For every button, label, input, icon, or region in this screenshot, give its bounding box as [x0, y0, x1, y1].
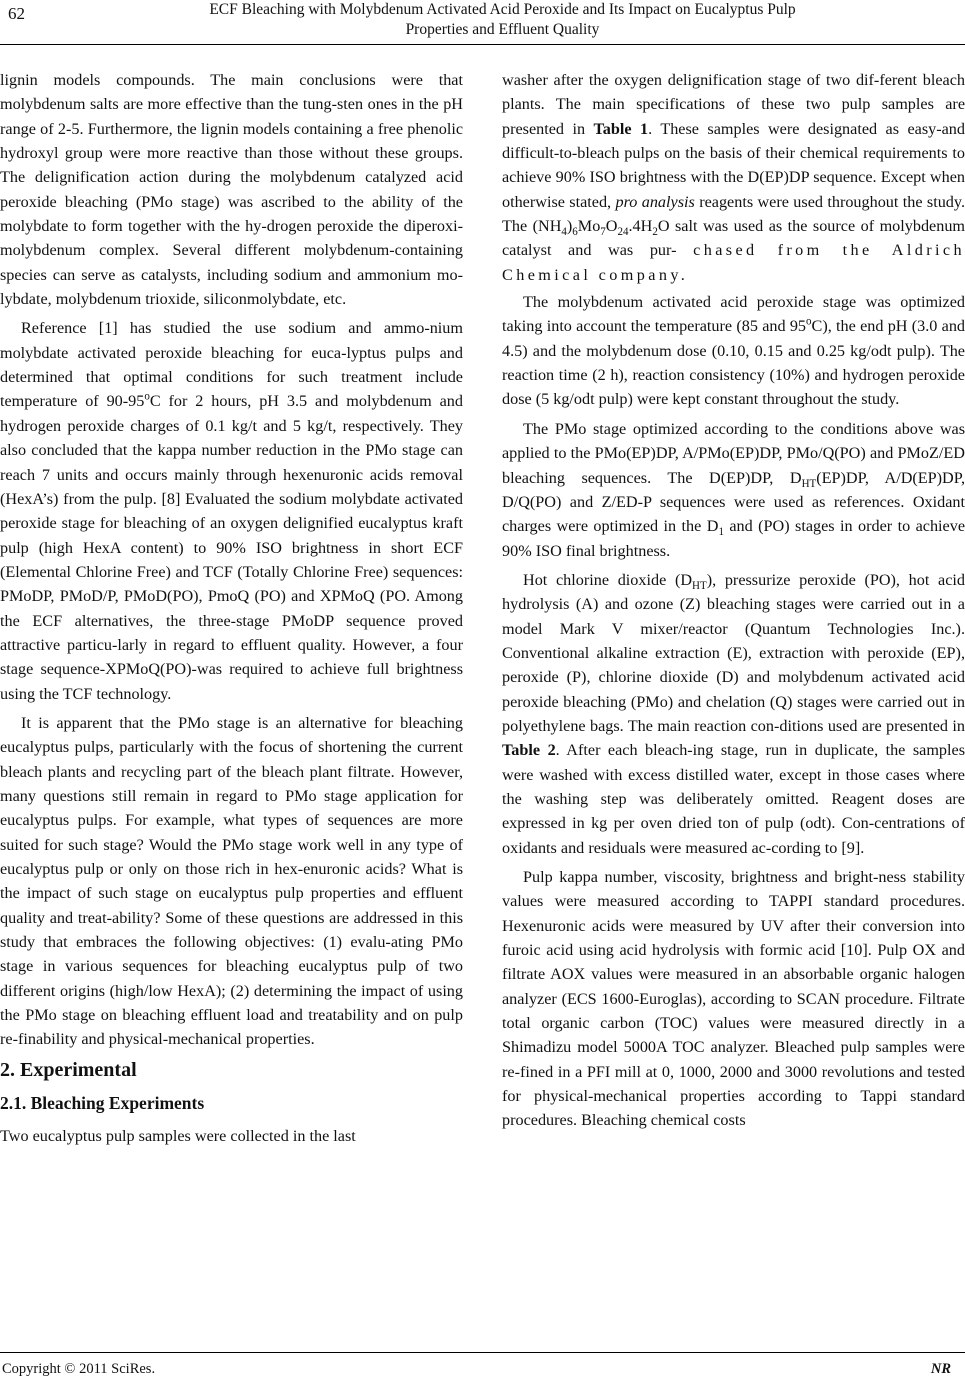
- degree-superscript: o: [806, 316, 812, 329]
- right-paragraph-3: [502, 417, 965, 563]
- table-reference: Table 2: [502, 741, 556, 760]
- text-span: (EP)DP, A/D(EP)DP, D/Q(PO) and Z/ED-P sequences were used as references. Oxidant charges were optimized in the D: [502, 468, 965, 536]
- subscript: 4: [561, 226, 567, 239]
- text-span: O salt was used as the source of molybdenum catalyst and was pur-: [502, 217, 965, 260]
- subscript: 24: [617, 226, 629, 239]
- text-span: reagents were used throughout the study. The (NH: [502, 192, 965, 236]
- text-span: Mo: [577, 217, 601, 236]
- left-paragraph-4: Two eucalyptus pulp samples were collected in the last: [0, 1126, 356, 1145]
- text-span: C), the end pH (3.0 and 4.5) and the molybdenum dose (0.10, 0.15 and 0.25 kg/odt pulp). The reaction time (2 h), reaction consistency (10%) and hydrogen peroxide dose (5 kg/odt pulp) were kept constant throughout the study.: [502, 317, 965, 409]
- text-span: . After each bleach-ing stage, run in duplicate, the samples were washed with excess distilled water, except in those cases where the washing step was deliberately omitted. Reagent doses are expressed in kg per oven dried ton of pulp (odt). Con-centrations of oxidants and residuals were measured ac-cording to [9].: [502, 741, 965, 857]
- text-span: Hot chlorine dioxide (D: [523, 570, 693, 589]
- subscript: HT: [801, 477, 817, 490]
- subscript: 1: [718, 526, 724, 539]
- text-span: C for 2 hours, pH 3.5 and molybdenum and hydrogen peroxide charges of 0.1 kg/t and 5 kg/t, respectively. They also concluded that the kappa number reduction in the PMo stage can reach 7 units and occurs mainly through hexenuronic acids removal (HexA’s) from the pulp. [8] Evaluated the sodium molybdate activated peroxide stage for bleaching of an oxygen delignified eucalyptus kraft pulp (high HexA content) to 90% ISO brightness in short ECF (Elemental Chlorine Free) and TCF (Totally Chlorine Free) sequences: PMoDP, PMoD/P, PMoD(PO), PmoQ (PO) and XPMoQ (PO. Among the ECF alternatives, the three-stage PMoDP sequence proved attractive particu-larly in regard to effluent quality. However, a four stage sequence-XPMoQ(PO)-was required to achieve full brightness using the TCF technology.: [0, 392, 463, 703]
- copyright-notice: Copyright © 2011 SciRes.: [2, 1361, 156, 1377]
- subscript: 6: [572, 226, 578, 239]
- right-paragraph-2: [502, 290, 965, 412]
- running-header-line2: Properties and Effluent Quality: [405, 21, 600, 38]
- degree-superscript: o: [144, 391, 150, 404]
- left-paragraph-2: [0, 316, 463, 706]
- text-span: chased from the Aldrich Chemical company.: [502, 241, 965, 284]
- text-span: washer after the oxygen delignification stage of two dif-ferent bleach plants. The main specifications of these two pulp samples are presented in: [502, 71, 965, 138]
- header-rule: [0, 44, 965, 45]
- text-span: ): [566, 217, 573, 236]
- right-paragraph-1: [502, 68, 965, 287]
- right-column: [502, 68, 965, 1138]
- left-column: [0, 68, 463, 1153]
- text-span: and (PO) stages in order to achieve 90% ISO final brightness.: [502, 517, 965, 560]
- left-paragraph-3: It is apparent that the PMo stage is an alternative for bleaching eucalyptus pulps, particularly with the focus of shortening the current bleach plants and recycling part of the bleach plant filtrate. However, many questions still remain in regard to PMo stage application for eucalyptus pulps. For example, what types of sequences are more suited for such stage? Would the PMo stage work well in any type of eucalyptus pulp or only on those rich in hex-enuronic acids? What is the impact of such stage on eucalyptus pulp properties and effluent quality and treat-ability? Some of these questions are addressed in this study that embraces the following objectives: (1) evalu-ating PMo stage in various sequences for bleaching eucalyptus pulp of two different origins (high/low HexA); (2) determining the impact of using the PMo stage on bleaching effluent load and treatability and on pulp re-finability and physical-mechanical properties.: [0, 713, 463, 1049]
- subscript: HT: [692, 580, 707, 593]
- running-header: [60, 0, 945, 40]
- right-paragraph-4: [502, 568, 965, 860]
- subscript: 2: [652, 226, 658, 239]
- page-number: 62: [8, 4, 25, 23]
- right-paragraph-5: Pulp kappa number, viscosity, brightness and bright-ness stability values were measured according to TAPPI standard procedures. Hexenuronic acids were measured by UV after their conversion into furoic acid using acid hydrolysis with formic acid [10]. Pulp OX and filtrate AOX values were measured in an absorbable organic halogen analyzer (ECS 1600-Euroglas), according to SCAN procedure. Filtrate total organic carbon (TOC) values were measured directly in a Shimadizu model 5000A TOC analyzer. Bleached pulp samples were re-fined in a PFI mill at 0, 1000, 2000 and 3000 revolutions and tested for physical-mechanical properties according to Tappi standard procedures. Bleaching chemical costs: [502, 868, 965, 1130]
- subscript: 7: [600, 226, 606, 239]
- footer-rule: [0, 1352, 965, 1353]
- left-paragraph-1: lignin models compounds. The main conclusions were that molybdenum salts are more effective than the tung-sten ones in the pH range of 2-5. Furthermore, the lignin models containing a free phenolic hydroxyl group were more reactive than those without these groups. The delignification action during the molybdenum catalyzed acid peroxide bleaching (PMo stage) was ascribed to the ability of the molybdate to form together with the hy-drogen peroxide the diperoxi-molybdenum complex. Several different molybdenum-containing species can serve as catalysts, including sodium and ammonium mo-lybdate, molybdenum trioxide, siliconmolybdate, etc.: [0, 71, 463, 309]
- text-span: The PMo stage optimized according to the conditions above was applied to the PMo(EP)DP, A/PMo(EP)DP, PMo/Q(PO) and PMoZ/ED bleaching sequences. The D(EP)DP, D: [502, 419, 965, 487]
- journal-abbreviation: NR: [930, 1361, 951, 1377]
- text-span: .4H: [628, 217, 653, 236]
- text-span: The molybdenum activated acid peroxide stage was optimized taking into account the temperature (85 and 95: [502, 293, 965, 336]
- section-heading: 2. Experimental: [0, 1058, 137, 1081]
- italic-term: pro analysis: [615, 192, 695, 211]
- subsection-heading: 2.1. Bleaching Experiments: [0, 1092, 205, 1113]
- text-span: Reference [1] has studied the use sodium and ammo-nium molybdate activated peroxide bleaching for euca-lyptus pulps and determined that optimal conditions for such treatment include temperature of 90-95: [0, 319, 463, 411]
- table-reference: Table 1: [593, 119, 649, 138]
- text-span: ), pressurize peroxide (PO), hot acid hydrolysis (A) and ozone (Z) bleaching stages were carried out in a model Mark V mixer/reactor (Quantum Technologies Inc.). Conventional alkaline extraction (E), extraction with peroxide (EP), peroxide (P), chlorine dioxide (D) and molybdenum activated acid peroxide bleaching (PMo) and chelation (Q) stages were carried out in polyethylene bags. The main reaction con-ditions used are presented in: [502, 570, 965, 735]
- text-span: . These samples were designated as easy-and difficult-to-bleach pulps on the basis of their chemical requirements to achieve 90% ISO brightness with the D(EP)DP sequence. Except when otherwise stated,: [502, 119, 965, 211]
- running-header-line1: ECF Bleaching with Molybdenum Activated Acid Peroxide and Its Impact on Eucalyptus Pulp: [209, 1, 796, 18]
- text-span: O: [605, 217, 618, 236]
